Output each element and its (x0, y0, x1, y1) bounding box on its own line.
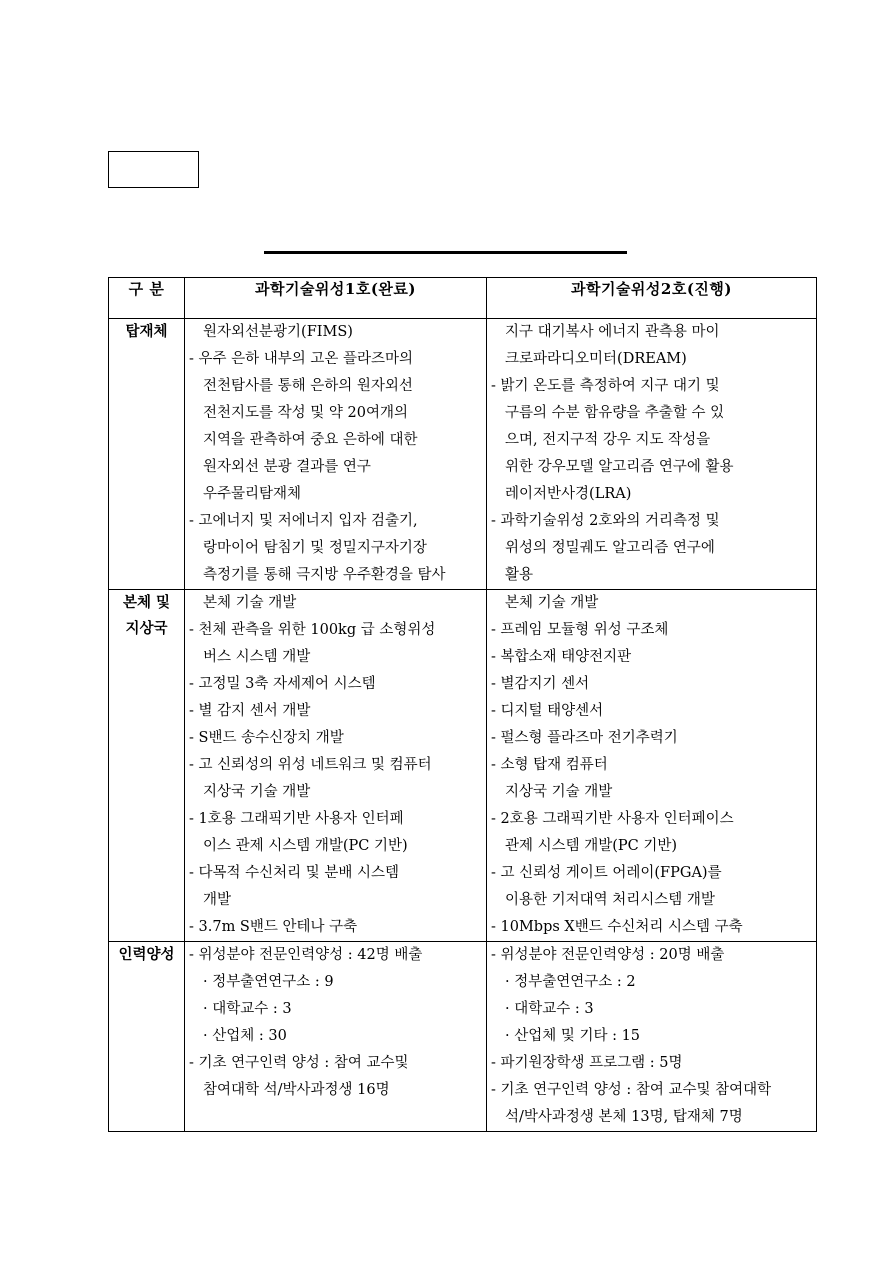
list-item: - 3.7m S밴드 안테나 구축 (189, 919, 358, 935)
list-item: - 10Mbps X밴드 수신처리 시스템 구축 (491, 919, 743, 935)
list-item: - 위성분야 전문인력양성 : 20명 배출 (491, 947, 725, 963)
list-item: - 고 신뢰성 게이트 어레이(FPGA)를 (491, 865, 722, 881)
row-label-workforce: 인력양성 (109, 942, 185, 1132)
list-item: 위한 강우모델 알고리즘 연구에 활용 (505, 459, 734, 475)
list-item: · 대학교수 : 3 (505, 1001, 594, 1017)
list-item: 측정기를 통해 극지방 우주환경을 탐사 (203, 567, 446, 583)
list-item: 으며, 전지구적 강우 지도 작성을 (505, 432, 711, 448)
title-underline (264, 251, 627, 254)
table-header-row (109, 278, 817, 319)
list-item: 참여대학 석/박사과정생 16명 (203, 1082, 390, 1098)
label-box (108, 151, 199, 188)
list-item: 위성의 정밀궤도 알고리즘 연구에 (505, 540, 715, 556)
list-item: 버스 시스템 개발 (203, 649, 311, 665)
list-item: 석/박사과정생 본체 13명, 탑재체 7명 (505, 1109, 743, 1125)
list-item: 지구 대기복사 에너지 관측용 마이 (505, 324, 720, 340)
list-item: 레이저반사경(LRA) (505, 486, 632, 502)
list-item: - 2호용 그래픽기반 사용자 인터페이스 (491, 811, 734, 827)
workforce-sat1-cell (185, 942, 487, 1132)
list-item: 본체 기술 개발 (505, 595, 599, 611)
list-item: - 고에너지 및 저에너지 입자 검출기, (189, 513, 418, 529)
list-item: - 다목적 수신처리 및 분배 시스템 (189, 865, 400, 881)
list-item: 구름의 수분 함유량을 추출할 수 있 (505, 405, 725, 421)
bus-sat1-cell (185, 590, 487, 942)
list-item: 랑마이어 탐침기 및 정밀지구자기장 (203, 540, 427, 556)
list-item: 이스 관제 시스템 개발(PC 기반) (203, 838, 408, 854)
list-item: 이용한 기저대역 처리시스템 개발 (505, 892, 715, 908)
list-item: - 위성분야 전문인력양성 : 42명 배출 (189, 947, 423, 963)
list-item: - S밴드 송수신장치 개발 (189, 730, 344, 746)
table-row-workforce (109, 942, 817, 1132)
list-item: · 정부출연연구소 : 9 (203, 974, 334, 990)
list-item: 지역을 관측하여 중요 은하에 대한 (203, 432, 418, 448)
list-item: - 천체 관측을 위한 100kg 급 소형위성 (189, 622, 436, 638)
row-label-line: 지상국 (125, 620, 168, 637)
list-item: - 펄스형 플라즈마 전기추력기 (491, 730, 678, 746)
list-item: · 산업체 : 30 (203, 1028, 287, 1044)
list-item: - 밝기 온도를 측정하여 지구 대기 및 (491, 378, 720, 394)
payload-sat1-cell (185, 319, 487, 590)
list-item: 원자외선 분광 결과를 연구 (203, 459, 371, 475)
list-item: - 복합소재 태양전지판 (491, 649, 632, 665)
list-item: - 소형 탑재 컴퓨터 (491, 757, 608, 773)
table-row-payload (109, 319, 817, 590)
list-item: - 고정밀 3축 자세제어 시스템 (189, 676, 376, 692)
row-label-line: 본체 및 (122, 594, 171, 611)
list-item: 지상국 기술 개발 (505, 784, 613, 800)
header-satellite-1: 과학기술위성1호(완료) (185, 278, 487, 319)
list-item: - 프레임 모듈형 위성 구조체 (491, 622, 669, 638)
list-item: 전천탐사를 통해 은하의 원자외선 (203, 378, 413, 394)
header-category: 구 분 (109, 278, 185, 319)
list-item: 본체 기술 개발 (203, 595, 297, 611)
list-item: - 우주 은하 내부의 고온 플라즈마의 (189, 351, 414, 367)
list-item: 전천지도를 작성 및 약 20여개의 (203, 405, 408, 421)
list-item: · 산업체 및 기타 : 15 (505, 1028, 641, 1044)
payload-sat2-cell (487, 319, 817, 590)
list-item: - 별감지기 센서 (491, 676, 590, 692)
row-label-bus-ground (109, 590, 185, 942)
list-item: 지상국 기술 개발 (203, 784, 311, 800)
list-item: · 정부출연연구소 : 2 (505, 974, 636, 990)
list-item: - 파기원장학생 프로그램 : 5명 (491, 1055, 683, 1071)
list-item: 관제 시스템 개발(PC 기반) (505, 838, 678, 854)
list-item: - 기초 연구인력 양성 : 참여 교수및 참여대학 (491, 1082, 772, 1098)
list-item: - 별 감지 센서 개발 (189, 703, 311, 719)
list-item: - 1호용 그래픽기반 사용자 인터페 (189, 811, 404, 827)
list-item: · 대학교수 : 3 (203, 1001, 292, 1017)
row-label-payload: 탑재체 (109, 319, 185, 590)
list-item: - 기초 연구인력 양성 : 참여 교수및 (189, 1055, 409, 1071)
workforce-sat2-cell (487, 942, 817, 1132)
bus-sat2-cell (487, 590, 817, 942)
list-item: - 고 신뢰성의 위성 네트워크 및 컴퓨터 (189, 757, 432, 773)
list-item: 우주물리탐재체 (203, 486, 302, 502)
list-item: - 과학기술위성 2호와의 거리측정 및 (491, 513, 720, 529)
header-satellite-2: 과학기술위성2호(진행) (487, 278, 817, 319)
list-item: - 디지털 태양센서 (491, 703, 604, 719)
list-item: 개발 (203, 892, 232, 908)
list-item-spacer (185, 1104, 486, 1131)
list-item: 원자외선분광기(FIMS) (203, 324, 353, 340)
table-row-bus-ground (109, 590, 817, 942)
list-item: 크로파라디오미터(DREAM) (505, 351, 687, 367)
comparison-table (108, 277, 817, 1132)
list-item: 활용 (505, 567, 534, 583)
